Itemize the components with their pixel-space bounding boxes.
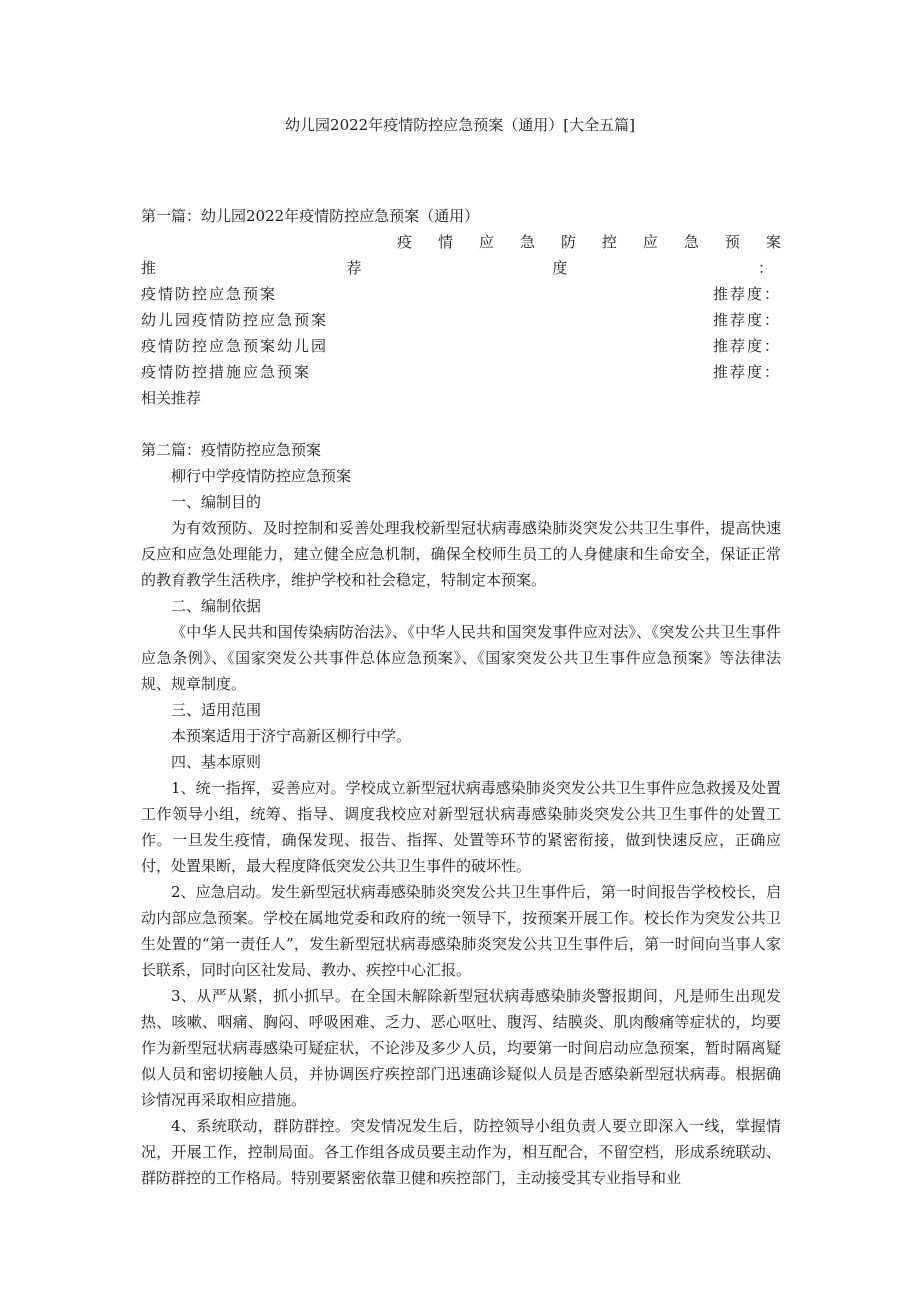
recommend-row[interactable]	[141, 359, 781, 385]
recommend-row[interactable]	[141, 307, 781, 333]
section-heading: 一、编制目的	[171, 493, 262, 511]
part1-spaced-line-2	[141, 255, 781, 281]
section-heading: 二、编制依据	[171, 597, 262, 615]
spaced-char: 疫	[397, 233, 413, 251]
spaced-char: 案	[765, 233, 781, 251]
part2-heading: 第二篇：疫情防控应急预案	[141, 441, 322, 459]
document-title: 幼儿园2022年疫情防控应急预案（通用）[大全五篇]	[285, 116, 635, 134]
part2-section	[141, 437, 781, 1191]
principle-paragraph: 1、统一指挥，妥善应对。学校成立新型冠状病毒感染肺炎突发公共卫生事件应急救援及处置工作领导小组，统筹、指导、调度我校应对新型冠状病毒感染肺炎突发公共卫生事件的处置工作。一旦发生疫情，确保发现、报告、指挥、处置等环节的紧密衔接，做到快速反应，正确应付，处置果断，最大程度降低突发公共卫生事件的破坏性。	[141, 779, 781, 875]
principle-paragraph: 2、应急启动。发生新型冠状病毒感染肺炎突发公共卫生事件后，第一时间报告学校校长，启动内部应急预案。学校在属地党委和政府的统一领导下，按预案开展工作。校长作为突发公共卫生处置的“第一责任人”，发生新型冠状病毒感染肺炎突发公共卫生事件后，第一时间向当事人家长联系，同时向区社发局、教办、疾控中心汇报。	[141, 883, 781, 979]
spaced-char: 急	[519, 233, 535, 251]
recommend-link[interactable]: 疫情防控应急预案	[141, 285, 278, 303]
recommend-link[interactable]: 幼儿园疫情防控应急预案	[141, 311, 329, 329]
spaced-char: 应	[642, 233, 658, 251]
spaced-char: 控	[601, 233, 617, 251]
principle-paragraph: 4、系统联动，群防群控。突发情况发生后，防控领导小组负责人要立即深入一线，掌握情况，开展工作，控制局面。各工作组各成员要主动作为，相互配合，不留空档，形成系统联动、群防群控的工作格局。特别要紧密依靠卫健和疾控部门，主动接受其专业指导和业	[141, 1117, 781, 1187]
section-heading: 三、适用范围	[171, 701, 262, 719]
section-heading: 四、基本原则	[171, 753, 262, 771]
section-paragraph: 为有效预防、及时控制和妥善处理我校新型冠状病毒感染肺炎突发公共卫生事件，提高快速反应和应急处理能力，建立健全应急机制，确保全校师生员工的人身健康和生命安全，保证正常的教育教学生活秩序，维护学校和社会稳定，特制定本预案。	[141, 519, 781, 589]
part1-spaced-line-1	[141, 229, 781, 255]
section-paragraph: 《中华人民共和国传染病防治法》、《中华人民共和国突发事件应对法》、《突发公共卫生事件应急条例》、《国家突发公共事件总体应急预案》、《国家突发公共卫生事件应急预案》等法律法规、规章制度。	[141, 623, 781, 693]
recommend-rating-label: 推荐度：	[712, 363, 781, 381]
principle-paragraph: 3、从严从紧，抓小抓早。在全国未解除新型冠状病毒感染肺炎警报期间，凡是师生出现发热、咳嗽、咽痛、胸闷、呼吸困难、乏力、恶心呕吐、腹泻、结膜炎、肌肉酸痛等症状的，均要作为新型冠状病毒感染可疑症状，不论涉及多少人员，均要第一时间启动应急预案，暂时隔离疑似人员和密切接触人员，并协调医疗疾控部门迅速确诊疑似人员是否感染新型冠状病毒。根据确诊情况再采取相应措施。	[141, 987, 781, 1109]
related-recommendations-link[interactable]: 相关推荐	[141, 389, 202, 407]
spaced-char: ：	[757, 259, 773, 277]
recommend-link[interactable]: 疫情防控应急预案幼儿园	[141, 337, 329, 355]
spaced-char: 推	[141, 259, 157, 277]
part1-heading: 第一篇：幼儿园2022年疫情防控应急预案（通用）	[141, 207, 480, 225]
recommend-rating-label: 推荐度：	[712, 285, 781, 303]
section-paragraph: 本预案适用于济宁高新区柳行中学。	[171, 727, 412, 745]
recommend-rating-label: 推荐度：	[712, 311, 781, 329]
part1-section	[141, 203, 781, 411]
spaced-char: 急	[683, 233, 699, 251]
spaced-char: 预	[724, 233, 740, 251]
recommend-row[interactable]	[141, 281, 781, 307]
recommend-link[interactable]: 疫情防控措施应急预案	[141, 363, 312, 381]
spaced-char: 应	[478, 233, 494, 251]
spaced-char: 荐	[346, 259, 362, 277]
spaced-char: 度	[552, 259, 568, 277]
recommend-rating-label: 推荐度：	[712, 337, 781, 355]
recommend-row[interactable]	[141, 333, 781, 359]
spaced-char: 情	[437, 233, 453, 251]
spaced-char: 防	[560, 233, 576, 251]
school-plan-title: 柳行中学疫情防控应急预案	[171, 467, 352, 485]
